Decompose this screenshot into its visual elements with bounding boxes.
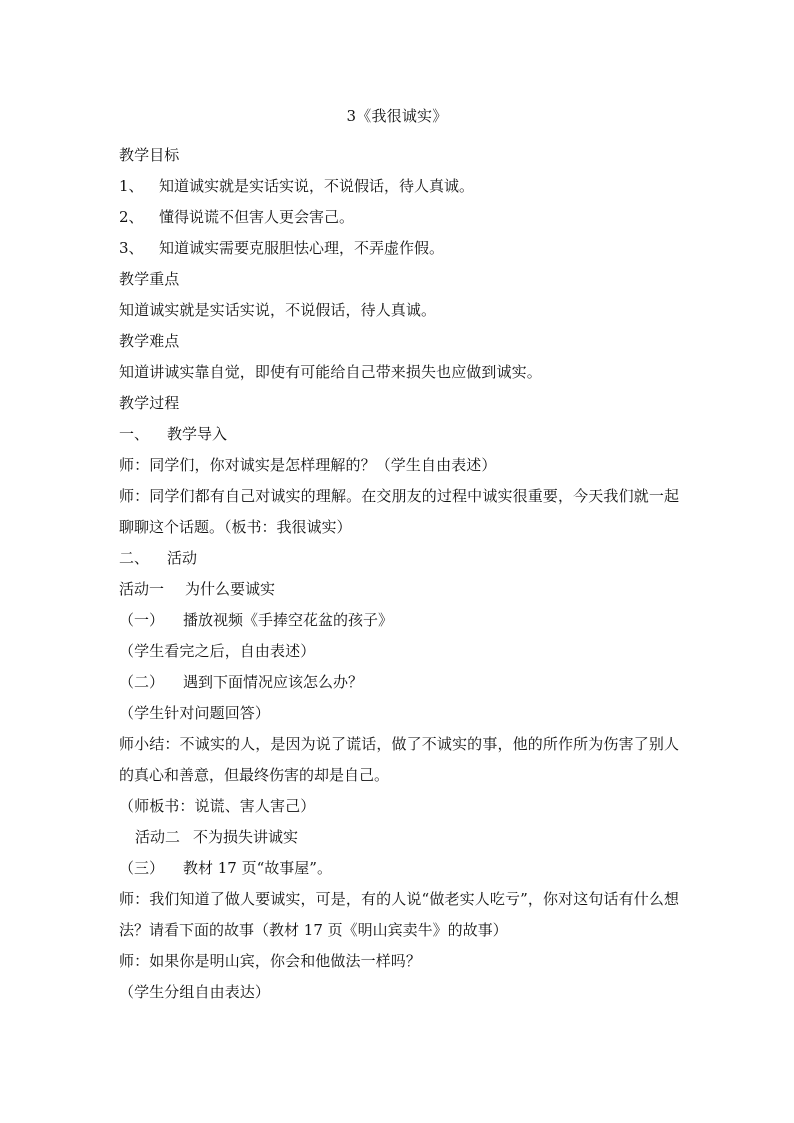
group-note: （学生分组自由表达） bbox=[119, 983, 271, 1001]
difficulty-text: 知道讲诚实靠自觉，即使有可能给自己带来损失也应做到诚实。 bbox=[119, 363, 542, 381]
lesson-title: 3《我很诚实》 bbox=[346, 107, 448, 125]
step-text: 教材 17 页“故事屋”。 bbox=[183, 859, 332, 877]
part-two-heading bbox=[119, 543, 679, 574]
step-number: （二） bbox=[119, 673, 165, 691]
goal-number: 1、 bbox=[119, 177, 144, 195]
step-two-note: （学生针对问题回答） bbox=[119, 704, 271, 722]
part-number: 一、 bbox=[119, 425, 150, 443]
goal-text: 懂得说谎不但害人更会害己。 bbox=[159, 208, 355, 226]
story-paragraph: 师：我们知道了做人要诚实，可是，有的人说“做老实人吃亏”，你对这句话有什么想法？请看下面的故事（教材 17 页《明山宾卖牛》的故事） bbox=[119, 890, 679, 939]
activity-two-heading bbox=[119, 822, 679, 853]
board-note: （师板书：说谎、害人害己） bbox=[119, 797, 316, 815]
goals-heading: 教学目标 bbox=[119, 146, 180, 164]
step-three bbox=[119, 853, 679, 884]
part-number: 二、 bbox=[119, 549, 150, 567]
activity-title: 不为损失讲诚实 bbox=[193, 828, 299, 846]
lesson-content bbox=[119, 140, 679, 1008]
step-one-note: （学生看完之后，自由表述） bbox=[119, 642, 316, 660]
activity-one-heading bbox=[119, 574, 679, 605]
goal-text: 知道诚实需要克服胆怯心理，不弄虚作假。 bbox=[159, 239, 445, 257]
intro-question: 师：同学们，你对诚实是怎样理解的？（学生自由表述） bbox=[119, 456, 497, 474]
activity-title: 为什么要诚实 bbox=[185, 580, 276, 598]
step-text: 播放视频《手捧空花盆的孩子》 bbox=[183, 611, 394, 629]
goal-item-3 bbox=[119, 233, 679, 264]
step-number: （三） bbox=[119, 859, 165, 877]
intro-paragraph: 师：同学们都有自己对诚实的理解。在交朋友的过程中诚实很重要，今天我们就一起聊聊这个话题。（板书：我很诚实） bbox=[119, 487, 679, 536]
part-title: 活动 bbox=[167, 549, 198, 567]
goal-text: 知道诚实就是实话实说，不说假话，待人真诚。 bbox=[159, 177, 475, 195]
goal-item-1 bbox=[119, 171, 679, 202]
difficulty-heading: 教学难点 bbox=[119, 332, 180, 350]
step-number: （一） bbox=[119, 611, 165, 629]
step-one bbox=[119, 605, 679, 636]
key-heading: 教学重点 bbox=[119, 270, 180, 288]
process-heading: 教学过程 bbox=[119, 394, 180, 412]
goal-number: 3、 bbox=[119, 239, 144, 257]
step-two bbox=[119, 667, 679, 698]
part-one-heading bbox=[119, 419, 679, 450]
goal-item-2 bbox=[119, 202, 679, 233]
part-title: 教学导入 bbox=[167, 425, 228, 443]
step-text: 遇到下面情况应该怎么办？ bbox=[183, 673, 364, 691]
teacher-question: 师：如果你是明山宾，你会和他做法一样吗？ bbox=[119, 952, 422, 970]
key-text: 知道诚实就是实话实说，不说假话，待人真诚。 bbox=[119, 301, 437, 319]
activity-label: 活动一 bbox=[119, 580, 165, 598]
goal-number: 2、 bbox=[119, 208, 144, 226]
activity-label: 活动二 bbox=[135, 828, 181, 846]
teacher-summary: 师小结：不诚实的人，是因为说了谎话，做了不诚实的事，他的所作所为伤害了别人的真心和善意，但最终伤害的却是自己。 bbox=[119, 735, 679, 784]
